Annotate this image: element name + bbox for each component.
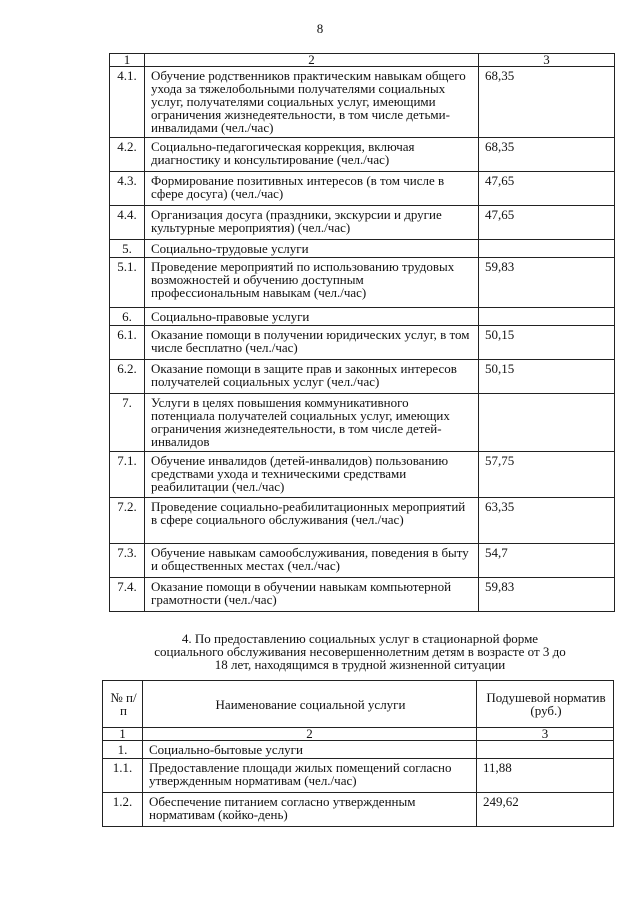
table-row <box>110 308 615 326</box>
service-name: Оказание помощи в защите прав и законных интересов получателей социальных услуг (чел./час) <box>145 360 479 394</box>
table-row <box>110 240 615 258</box>
table-row <box>110 452 615 498</box>
norm-value: 47,65 <box>479 172 615 206</box>
norm-value <box>479 240 615 258</box>
norm-value <box>479 394 615 452</box>
norm-value: 47,65 <box>479 206 615 240</box>
norm-value: 68,35 <box>479 67 615 138</box>
row-number: 7.3. <box>110 544 145 578</box>
table-row <box>110 326 615 360</box>
row-number: 1.1. <box>103 759 143 793</box>
norm-value: 50,15 <box>479 360 615 394</box>
table-row <box>110 360 615 394</box>
column-number-cell: 3 <box>477 728 614 741</box>
column-number-cell: 3 <box>479 54 615 67</box>
service-name: Социально-трудовые услуги <box>145 240 479 258</box>
table-row <box>110 67 615 138</box>
table-row <box>110 498 615 544</box>
norm-value <box>477 741 614 759</box>
norm-value: 57,75 <box>479 452 615 498</box>
column-number-row <box>110 54 615 67</box>
column-number-cell: 1 <box>103 728 143 741</box>
section-4-title-text: 4. По предоставлению социальных услуг в стационарной форме социального обслуживания несовершеннолетним детям в возрасте от 3 до 18 лет, находящимся в трудной жизненной ситуации <box>154 631 566 672</box>
table-row <box>110 258 615 308</box>
section-4-title <box>0 632 640 671</box>
norm-value: 63,35 <box>479 498 615 544</box>
row-number: 5. <box>110 240 145 258</box>
row-number: 7.4. <box>110 578 145 612</box>
service-name: Оказание помощи в получении юридических услуг, в том числе бесплатно (чел./час) <box>145 326 479 360</box>
table-row <box>110 172 615 206</box>
table-row <box>110 206 615 240</box>
services-table-continued <box>109 53 615 612</box>
row-number: 7.1. <box>110 452 145 498</box>
row-number: 7.2. <box>110 498 145 544</box>
service-name: Социально-правовые услуги <box>145 308 479 326</box>
service-name: Формирование позитивных интересов (в том числе в сфере досуга) (чел./час) <box>145 172 479 206</box>
service-name: Социально-бытовые услуги <box>143 741 477 759</box>
table-row <box>110 578 615 612</box>
row-number: 5.1. <box>110 258 145 308</box>
norm-value: 50,15 <box>479 326 615 360</box>
table-row <box>103 759 614 793</box>
service-name: Услуги в целях повышения коммуникативного потенциала получателей социальных услуг, имеющих ограничения жизнедеятельности, в том числе детей-инвалидов <box>145 394 479 452</box>
service-name: Обучение инвалидов (детей-инвалидов) пользованию средствами ухода и техническими средствами реабилитации (чел./час) <box>145 452 479 498</box>
column-number-row <box>103 728 614 741</box>
service-name: Предоставление площади жилых помещений согласно утвержденным нормативам (чел./час) <box>143 759 477 793</box>
row-number: 6.1. <box>110 326 145 360</box>
row-number: 4.2. <box>110 138 145 172</box>
service-name: Проведение мероприятий по использованию трудовых возможностей и обучению доступным профессиональным навыкам (чел./час) <box>145 258 479 308</box>
column-number-cell: 2 <box>143 728 477 741</box>
col-header-norm: Подушевой норматив (руб.) <box>477 681 614 728</box>
table-row <box>110 138 615 172</box>
row-number: 1.2. <box>103 793 143 827</box>
row-number: 4.1. <box>110 67 145 138</box>
column-number-cell: 1 <box>110 54 145 67</box>
col-header-service-name: Наименование социальной услуги <box>143 681 477 728</box>
row-number: 4.3. <box>110 172 145 206</box>
service-name: Оказание помощи в обучении навыкам компьютерной грамотности (чел./час) <box>145 578 479 612</box>
row-number: 4.4. <box>110 206 145 240</box>
column-number-cell: 2 <box>145 54 479 67</box>
service-name: Обучение родственников практическим навыкам общего ухода за тяжелобольными получателями социальных услуг, получателями социальных услуг, имеющими ограничения жизнедеятельности, в том числе детьми-инвалидами (чел./час) <box>145 67 479 138</box>
norm-value: 11,88 <box>477 759 614 793</box>
row-number: 1. <box>103 741 143 759</box>
table-row <box>110 544 615 578</box>
col-header-number: № п/п <box>103 681 143 728</box>
row-number: 6. <box>110 308 145 326</box>
table-row <box>103 793 614 827</box>
row-number: 7. <box>110 394 145 452</box>
norm-value: 54,7 <box>479 544 615 578</box>
norm-value <box>479 308 615 326</box>
norm-value: 249,62 <box>477 793 614 827</box>
service-name: Обучение навыкам самообслуживания, поведения в быту и общественных местах (чел./час) <box>145 544 479 578</box>
service-name: Организация досуга (праздники, экскурсии и другие культурные мероприятия) (чел./час) <box>145 206 479 240</box>
column-headers-row <box>103 681 614 728</box>
norm-value: 59,83 <box>479 578 615 612</box>
norm-value: 68,35 <box>479 138 615 172</box>
page-number: 8 <box>316 21 324 36</box>
service-name: Социально-педагогическая коррекция, включая диагностику и консультирование (чел./час) <box>145 138 479 172</box>
table-row <box>103 741 614 759</box>
norm-value: 59,83 <box>479 258 615 308</box>
services-table-section-4 <box>102 680 614 827</box>
row-number: 6.2. <box>110 360 145 394</box>
table-row <box>110 394 615 452</box>
service-name: Обеспечение питанием согласно утвержденным нормативам (койко-день) <box>143 793 477 827</box>
service-name: Проведение социально-реабилитационных мероприятий в сфере социального обслуживания (чел./час) <box>145 498 479 544</box>
